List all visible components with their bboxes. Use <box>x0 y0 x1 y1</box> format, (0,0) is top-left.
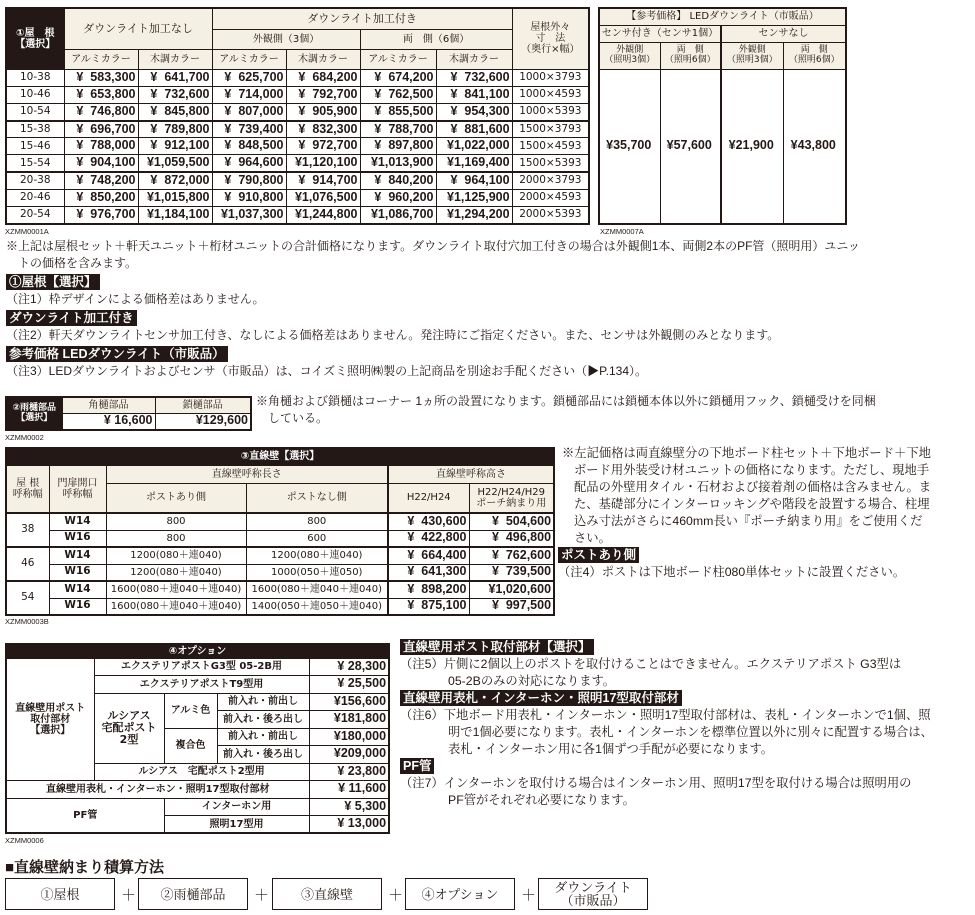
roof-price: ¥ 788,000 <box>64 138 138 155</box>
roof-price: ¥ 653,800 <box>64 86 138 103</box>
roof-size-name: 20-38 <box>6 172 64 189</box>
roof-price: ¥ 732,600 <box>138 86 212 103</box>
note-text: 配品の外壁用タイル・石材および接着剤の価格は含みません。ま <box>574 480 932 494</box>
roof-price: ¥ 840,200 <box>360 172 436 189</box>
post-parts-label: 直線壁用ポスト 取付部材 【選択】 <box>6 658 94 781</box>
wall-length-no-post: 800 <box>246 513 388 530</box>
roof-dimensions: 1000×3793 <box>512 69 589 86</box>
header-outer-side: 外観側（3個） <box>212 29 360 49</box>
wall-note <box>558 445 932 581</box>
note-text: た、基礎部分にインターロッキングや階段を設置する場合、柱埋 <box>574 497 930 511</box>
wall-roof-width: 54 <box>6 581 49 615</box>
wall-price: ¥ 875,100 <box>388 598 469 615</box>
roof-size-name: 10-38 <box>6 69 64 86</box>
roof-price: ¥ 855,500 <box>360 103 436 120</box>
note-text: ※上記は屋根セット＋軒天ユニット＋桁材ユニットの合計価格になります。ダウンライト取付穴加工付きの場合は外観側1本、両側2本のPF管（照明用）ユニッ <box>6 239 860 253</box>
option-g3: エクステリアポストG3型 05-2B用 <box>94 658 309 676</box>
roof-price: ¥ 905,900 <box>286 103 360 120</box>
option-title: ④オプション <box>6 644 389 658</box>
note-text: 込み寸法がさらに460mm長い『ポーチ納まり用』をご使用くだ <box>574 514 923 528</box>
header-porch: H22/H24/H29 ポーチ納まり用 <box>469 483 554 513</box>
header-alumi: アルミカラー <box>360 49 436 69</box>
section-tag: 参考価格 LEDダウンライト（市販品） <box>6 346 228 362</box>
option-pf-pipe: PF管 <box>6 798 164 833</box>
note-text: （注6）下地ボード用表札・インターホン・照明17型取付部材は、表札・インターホンで1個、照 <box>400 708 931 722</box>
wall-price: ¥ 641,300 <box>388 564 469 581</box>
roof-price: ¥ 848,500 <box>212 138 286 155</box>
wall-price: ¥ 422,800 <box>388 530 469 547</box>
roof-price: ¥ 954,300 <box>436 103 512 120</box>
roof-dimensions: 1000×5393 <box>512 103 589 120</box>
option-intercom: インターホン用 <box>164 798 309 816</box>
header-square-gutter: 角樋部品 <box>62 397 155 413</box>
roof-price: ¥ 583,300 <box>64 69 138 86</box>
roof-price: ¥1,022,000 <box>436 138 512 155</box>
option-price: ¥ 13,000 <box>309 816 389 834</box>
roof-dimensions: 2000×5393 <box>512 207 589 224</box>
section-tag: ダウンライト加工付き <box>6 310 137 326</box>
wall-length-no-post: 1400(050＋連050＋連040) <box>246 598 388 615</box>
table-code: XZMM0006 <box>5 836 44 845</box>
table-row <box>6 189 589 206</box>
note-text: （注5）片側に2個以上のポストを取付けることはできません。エクステリアポスト G3型は <box>400 657 902 671</box>
header-downlight: ダウンライト加工付き <box>212 8 512 29</box>
roof-corner-label: ①屋 根 【選択】 <box>6 8 64 69</box>
table-row <box>6 530 554 547</box>
roof-price: ¥ 972,700 <box>286 138 360 155</box>
option-notes <box>400 639 933 809</box>
roof-price: ¥ 845,800 <box>138 103 212 120</box>
roof-size-name: 10-46 <box>6 86 64 103</box>
wall-price: ¥ 430,600 <box>388 513 469 530</box>
gutter-price: ¥129,600 <box>155 413 251 430</box>
section-tag: PF管 <box>400 758 434 774</box>
option-price: ¥209,000 <box>309 746 389 764</box>
option-alumi-color: アルミ色 <box>164 693 217 728</box>
header-no-post-side: ポストなし側 <box>246 483 388 513</box>
header-both: 両 側 （照明6個） <box>660 42 721 69</box>
header-chain-gutter: 鎖樋部品 <box>155 397 251 413</box>
option-lucias2: ルシアス 宅配ポスト2型用 <box>94 763 309 781</box>
roof-size-name: 15-38 <box>6 121 64 138</box>
option-front-back: 前入れ・後ろ出し <box>217 746 309 764</box>
note-text: PF管がそれぞれ必要になります。 <box>448 793 635 807</box>
led-price: ¥57,600 <box>660 69 721 224</box>
table-code: XZMM0003B <box>5 617 49 626</box>
note-text: 05-2Bのみの対応になります。 <box>448 674 616 688</box>
roof-price: ¥ 789,800 <box>138 121 212 138</box>
wall-gate-width: W16 <box>49 564 106 581</box>
header-with-sensor: センサ付き（センサ1個） <box>599 25 721 42</box>
roof-price: ¥ 914,700 <box>286 172 360 189</box>
option-price: ¥156,600 <box>309 693 389 711</box>
plus-sign: ＋ <box>388 886 404 904</box>
wall-roof-width: 46 <box>6 547 49 581</box>
roof-price: ¥1,184,100 <box>138 207 212 224</box>
header-both: 両 側 （照明6個） <box>783 42 846 69</box>
option-price: ¥ 23,800 <box>309 763 389 781</box>
wall-length-post: 1200(080＋連040) <box>106 564 246 581</box>
option-light: 照明17型用 <box>164 816 309 834</box>
roof-price: ¥ 832,300 <box>286 121 360 138</box>
roof-size-name: 20-54 <box>6 207 64 224</box>
calc-box-gutter: ②雨樋部品 <box>138 878 248 910</box>
wall-length-post: 1600(080＋連040＋連040) <box>106 598 246 615</box>
note-text: （注7）インターホンを取付ける場合はインターホン用、照明17型を取付ける場合は照明用の <box>400 776 912 790</box>
table-row <box>6 207 589 224</box>
wall-gate-width: W16 <box>49 530 106 547</box>
led-title: 【参考価格】 LEDダウンライト（市販品） <box>599 8 846 25</box>
table-row <box>6 581 554 598</box>
table-code: XZMM0007A <box>600 227 644 236</box>
wall-length-post: 1200(080＋連040) <box>106 547 246 564</box>
roof-price: ¥ 850,200 <box>64 189 138 206</box>
table-row <box>6 103 589 120</box>
table-row <box>6 564 554 581</box>
table-row <box>6 598 554 615</box>
option-nameplate: 直線壁用表札・インターホン・照明17型取付部材 <box>6 781 309 799</box>
roof-size-name: 15-46 <box>6 138 64 155</box>
gutter-note <box>256 393 876 427</box>
note-text: している。 <box>268 411 329 425</box>
roof-dimensions: 2000×3793 <box>512 172 589 189</box>
header-gate-width: 門扉開口 呼称幅 <box>49 465 106 513</box>
header-wall-height: 直線壁呼称高さ <box>388 465 554 483</box>
roof-dimensions: 1500×4593 <box>512 138 589 155</box>
wall-gate-width: W16 <box>49 598 106 615</box>
note-text: ※左記価格は両直線壁分の下地ボード柱セット＋下地ボード＋下地 <box>562 446 931 460</box>
header-post-side: ポストあり側 <box>106 483 246 513</box>
roof-price: ¥1,015,800 <box>138 189 212 206</box>
option-front-front: 前入れ・前出し <box>217 693 309 711</box>
roof-price: ¥ 976,700 <box>64 207 138 224</box>
note-text: （注1）枠デザインによる価格差はありません。 <box>6 292 265 306</box>
header-roof-size: 屋根外々 寸 法 （奥行×幅） <box>512 8 589 69</box>
wall-price-porch: ¥ 762,600 <box>469 547 554 564</box>
calc-box-downlight: ダウンライト （市販品） <box>538 878 648 910</box>
roof-dimensions: 1500×3793 <box>512 121 589 138</box>
roof-price: ¥ 746,800 <box>64 103 138 120</box>
wall-price: ¥ 898,200 <box>388 581 469 598</box>
roof-price: ¥ 792,700 <box>286 86 360 103</box>
header-no-downlight: ダウンライト加工なし <box>64 8 212 49</box>
plus-sign: ＋ <box>254 886 270 904</box>
wall-price-porch: ¥ 739,500 <box>469 564 554 581</box>
wall-length-no-post: 1000(050＋連050) <box>246 564 388 581</box>
roof-price: ¥ 684,200 <box>286 69 360 86</box>
roof-price: ¥ 788,700 <box>360 121 436 138</box>
header-roof-width: 屋 根 呼称幅 <box>6 465 49 513</box>
wall-length-post: 800 <box>106 513 246 530</box>
option-price: ¥ 25,500 <box>309 676 389 694</box>
table-row <box>6 121 589 138</box>
wall-price: ¥ 664,400 <box>388 547 469 564</box>
roof-price: ¥ 790,800 <box>212 172 286 189</box>
wall-title: ③直線壁【選択】 <box>6 448 554 465</box>
notes-roof <box>6 238 860 380</box>
table-row <box>6 69 589 86</box>
roof-price: ¥ 739,400 <box>212 121 286 138</box>
led-price: ¥35,700 <box>599 69 660 224</box>
note-text: 明で1個必要になります。表札・インターホンを標準位置以外に別々に配置する場合は、 <box>448 725 933 739</box>
gutter-label: ②雨樋部品 【選択】 <box>6 397 62 430</box>
roof-price: ¥ 881,600 <box>436 121 512 138</box>
roof-price-table <box>5 7 590 225</box>
option-price: ¥ 11,600 <box>309 781 389 799</box>
wall-price-porch: ¥ 997,500 <box>469 598 554 615</box>
wall-roof-width: 38 <box>6 513 49 547</box>
option-front-front: 前入れ・前出し <box>217 728 309 746</box>
header-no-sensor: センサなし <box>721 25 846 42</box>
roof-price: ¥ 910,800 <box>212 189 286 206</box>
wall-gate-width: W14 <box>49 547 106 564</box>
option-price: ¥ 28,300 <box>309 658 389 676</box>
wall-length-no-post: 1200(080＋連040) <box>246 547 388 564</box>
roof-dimensions: 1000×4593 <box>512 86 589 103</box>
wall-price-table <box>5 447 555 616</box>
table-row <box>6 172 589 189</box>
roof-price: ¥ 748,200 <box>64 172 138 189</box>
roof-price: ¥1,125,900 <box>436 189 512 206</box>
roof-price: ¥ 714,000 <box>212 86 286 103</box>
note-text: ※角樋および鎖樋はコーナー 1ヵ所の設置になります。鎖樋部品には鎖樋本体以外に鎖樋用フック、鎖樋受けを同梱 <box>256 394 876 408</box>
calc-box-option: ④オプション <box>405 878 515 910</box>
calc-box-wall: ③直線壁 <box>272 878 382 910</box>
header-wood: 木調カラー <box>286 49 360 69</box>
header-outer: 外観側 （照明3個） <box>599 42 660 69</box>
note-text: 表札・インターホン用に各1個ずつ手配が必要になります。 <box>448 742 774 756</box>
wall-price-porch: ¥1,020,600 <box>469 581 554 598</box>
wall-length-no-post: 600 <box>246 530 388 547</box>
roof-price: ¥ 674,200 <box>360 69 436 86</box>
note-text: （注3）LEDダウンライトおよびセンサ（市販品）は、コイズミ照明㈱製の上記商品を別途お手配ください（▶P.134）。 <box>6 364 647 378</box>
roof-size-name: 10-54 <box>6 103 64 120</box>
roof-price: ¥1,169,400 <box>436 155 512 172</box>
note-text: ボード用外装受け材ユニットの価格になります。ただし、現地手 <box>574 463 930 477</box>
roof-price: ¥ 807,000 <box>212 103 286 120</box>
roof-price: ¥ 625,700 <box>212 69 286 86</box>
option-price: ¥180,000 <box>309 728 389 746</box>
header-wood: 木調カラー <box>436 49 512 69</box>
roof-price: ¥1,037,300 <box>212 207 286 224</box>
note-text: さい。 <box>574 531 611 545</box>
option-t9: エクステリアポストT9型用 <box>94 676 309 694</box>
roof-price: ¥ 872,000 <box>138 172 212 189</box>
roof-price: ¥ 960,200 <box>360 189 436 206</box>
roof-price: ¥ 964,100 <box>436 172 512 189</box>
section-tag: ①屋根【選択】 <box>6 274 100 290</box>
roof-size-name: 20-46 <box>6 189 64 206</box>
roof-price: ¥ 841,100 <box>436 86 512 103</box>
roof-price: ¥ 904,100 <box>64 155 138 172</box>
table-row <box>6 138 589 155</box>
section-tag: ポストあり側 <box>558 547 639 563</box>
header-wood: 木調カラー <box>138 49 212 69</box>
roof-dimensions: 1500×5393 <box>512 155 589 172</box>
roof-price: ¥ 732,600 <box>436 69 512 86</box>
header-alumi: アルミカラー <box>64 49 138 69</box>
table-row <box>6 155 589 172</box>
roof-price: ¥1,076,500 <box>286 189 360 206</box>
table-row <box>6 513 554 530</box>
gutter-price: ¥ 16,600 <box>62 413 155 430</box>
header-alumi: アルミカラー <box>212 49 286 69</box>
table-code: XZMM0001A <box>5 227 49 236</box>
option-composite-color: 複合色 <box>164 728 217 763</box>
plus-sign: ＋ <box>521 886 537 904</box>
table-code: XZMM0002 <box>5 433 44 442</box>
roof-dimensions: 2000×4593 <box>512 189 589 206</box>
option-front-back: 前入れ・後ろ出し <box>217 711 309 729</box>
roof-price: ¥1,086,700 <box>360 207 436 224</box>
roof-size-name: 15-54 <box>6 155 64 172</box>
note-text: （注4）ポストは下地ボード柱080単体セットに設置ください。 <box>558 565 906 579</box>
roof-price: ¥ 641,700 <box>138 69 212 86</box>
wall-length-post: 800 <box>106 530 246 547</box>
header-both-sides: 両 側（6個） <box>360 29 512 49</box>
led-price: ¥43,800 <box>783 69 846 224</box>
note-text: トの価格を含みます。 <box>18 256 138 270</box>
wall-gate-width: W14 <box>49 513 106 530</box>
option-price: ¥181,800 <box>309 711 389 729</box>
roof-price: ¥1,120,100 <box>286 155 360 172</box>
roof-price: ¥1,244,800 <box>286 207 360 224</box>
option-lucias: ルシアス 宅配ポスト 2型 <box>94 693 164 763</box>
roof-price: ¥ 696,700 <box>64 121 138 138</box>
roof-price: ¥ 762,500 <box>360 86 436 103</box>
section-tag: 直線壁用ポスト取付部材【選択】 <box>400 639 594 655</box>
wall-price-porch: ¥ 504,600 <box>469 513 554 530</box>
plus-sign: ＋ <box>121 886 137 904</box>
roof-price: ¥ 897,800 <box>360 138 436 155</box>
section-tag: 直線壁用表札・インターホン・照明17型取付部材 <box>400 690 682 706</box>
option-price-table <box>5 643 390 834</box>
note-text: （注2）軒天ダウンライトセンサ加工付き、なしによる価格差はありません。発注時にご指定ください。また、センサは外観側のみとなります。 <box>6 328 780 342</box>
led-price-table <box>598 7 847 225</box>
header-outer: 外観側 （照明3個） <box>721 42 783 69</box>
header-wall-length: 直線壁呼称長さ <box>106 465 388 483</box>
wall-length-no-post: 1600(080＋連040＋連040) <box>246 581 388 598</box>
table-row <box>6 86 589 103</box>
option-price: ¥ 5,300 <box>309 798 389 816</box>
calc-title: ■直線壁納まり積算方法 <box>5 859 165 876</box>
roof-price: ¥1,059,500 <box>138 155 212 172</box>
led-price: ¥21,900 <box>721 69 783 224</box>
wall-price-porch: ¥ 496,800 <box>469 530 554 547</box>
roof-price: ¥1,294,200 <box>436 207 512 224</box>
gutter-price-table <box>5 396 252 431</box>
roof-price: ¥1,013,900 <box>360 155 436 172</box>
header-h22: H22/H24 <box>388 483 469 513</box>
table-row <box>6 547 554 564</box>
wall-length-post: 1600(080＋連040＋連040) <box>106 581 246 598</box>
roof-price: ¥ 964,600 <box>212 155 286 172</box>
roof-price: ¥ 912,100 <box>138 138 212 155</box>
calc-box-roof: ①屋根 <box>5 878 115 910</box>
wall-gate-width: W14 <box>49 581 106 598</box>
